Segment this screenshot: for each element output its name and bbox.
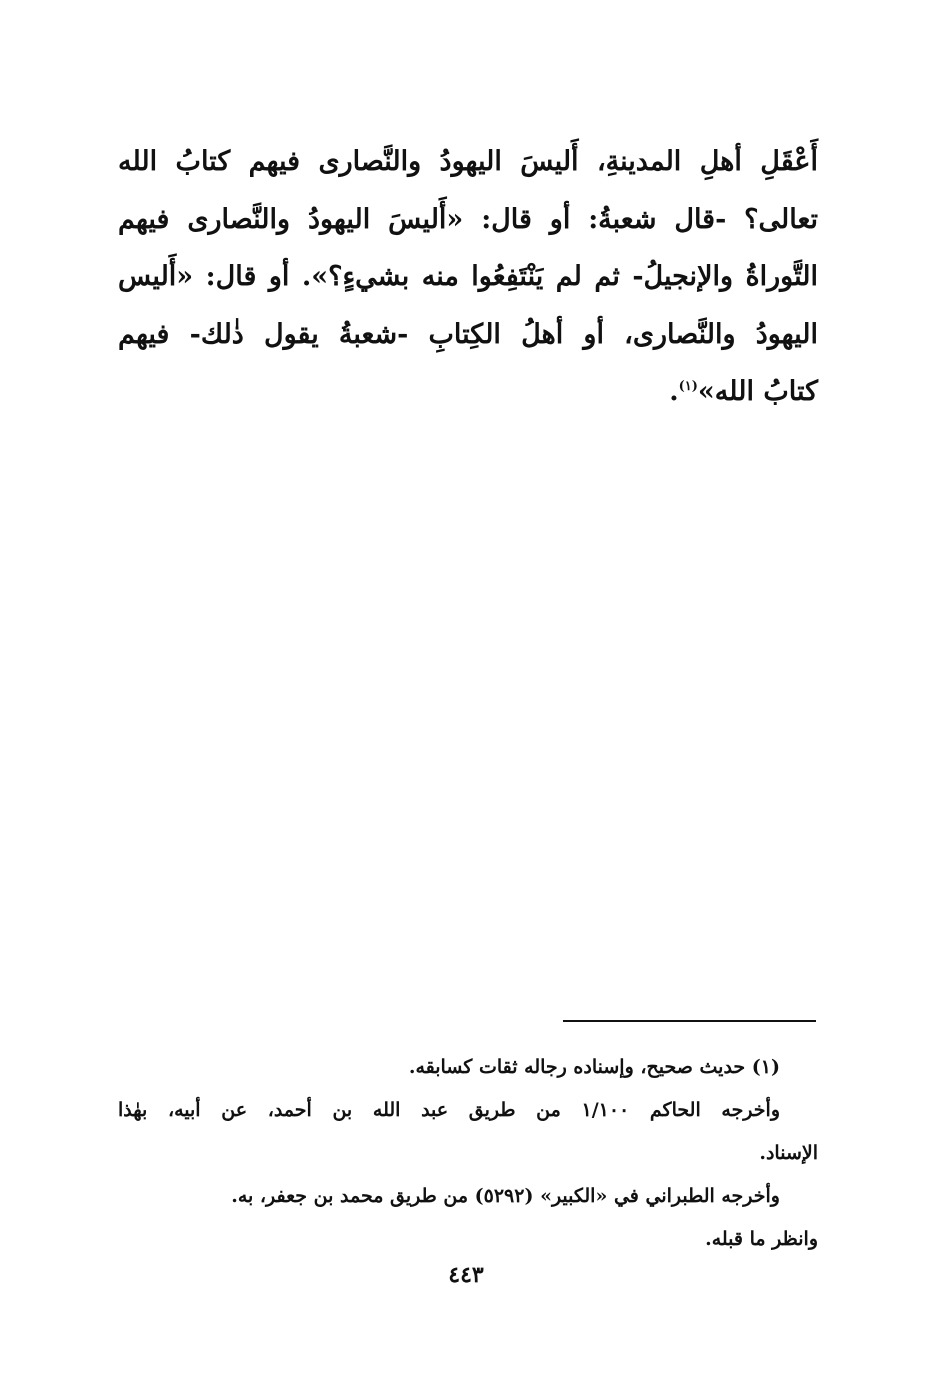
page-number: ٤٤٣ [448,1262,484,1288]
footnote-line: وانظر ما قبله. [705,1228,818,1250]
main-text-line: اليهودُ والنَّصارى، أو أهلُ الكِتابِ -شعبةُ يقول ذٰلك- فيهم [118,318,818,350]
main-text-line: التَّوراةُ والإنجيلُ- ثم لم يَنْتَفِعُوا منه بشيءٍ؟». أو قال: «أَليس [118,261,818,292]
footnote-line: الإسناد. [759,1142,818,1164]
footnotes-block [118,1046,818,1261]
footnote-line: وأخرجه الطبراني في «الكبير» (٥٢٩٢) من طريق محمد بن جعفر، به. [231,1185,780,1207]
main-text-last-line [118,363,818,421]
main-text-line: أَعْقَلِ أهلِ المدينةِ، أَليسَ اليهودُ والنَّصارى فيهم كتابُ الله [118,146,818,177]
main-text-line-content: كتابُ الله» [697,376,818,407]
main-text-block [118,133,818,421]
footnote-separator [563,1020,816,1022]
main-text-line: تعالى؟ -قال شعبةُ: أو قال: «أَليسَ اليهودُ والنَّصارى فيهم [118,203,818,235]
footnote-reference: (١) [678,379,698,394]
footnote-line: وأخرجه الحاكم ١/١٠٠ من طريق عبد الله بن أحمد، عن أبيه، بهٰذا [118,1099,780,1121]
footnote-line: (١) حديث صحيح، وإسناده رجاله ثقات كسابقه. [408,1056,780,1078]
line-end-punctuation: . [669,376,679,407]
